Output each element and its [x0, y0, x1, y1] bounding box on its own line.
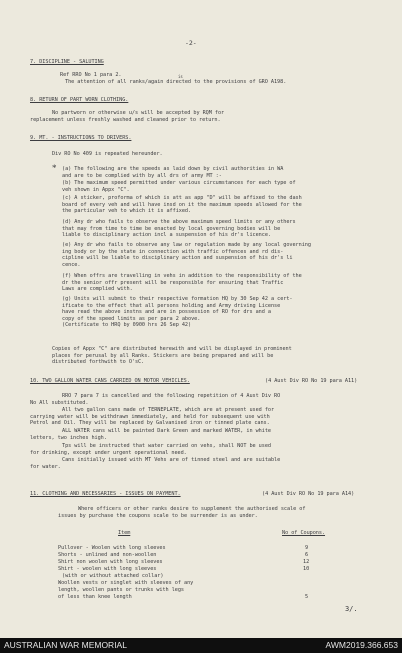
section-7-text: The attention of all ranks/again directed to the provisions of GRO A198.: [65, 79, 287, 85]
page-number: -2-: [185, 39, 197, 47]
list-item: ing body or by the state in connection with traffic offences and rd dis-: [62, 248, 284, 255]
table-row-coupons: 5: [305, 594, 309, 600]
section-10-line: letters, two inches high.: [30, 434, 107, 441]
section-8-line-2: replacement unless freshly washed and cleaned prior to return.: [30, 117, 221, 123]
list-item: dr the senior offr present will be responsible for ensuring that Traffic: [62, 279, 284, 286]
section-10-line: No All substituted.: [30, 399, 89, 406]
continued-marker: 3/.: [345, 605, 358, 613]
list-item: ificate to the effect that all persons holding and Army driving License: [62, 302, 281, 309]
footer-accession-number: AWM2019.366.653: [325, 640, 398, 650]
list-item: Laws are complied with.: [62, 286, 133, 292]
section-10-ref: (4 Aust Div RO No 19 para A11): [265, 378, 358, 384]
section-7-ref: Ref RRO No 1 para 2.: [60, 72, 122, 78]
section-11-line-2: issues by purchase the coupons scale to be surrender is as under.: [58, 512, 258, 519]
section-10-line: Petrol and Oil. They will be replaced by Galvanised iron or tinned plate cans.: [30, 420, 270, 426]
section-9-intro: Div RO No 409 is repeated hereunder.: [52, 151, 163, 157]
table-row-item: Shirt non woolen with long sleeves: [58, 559, 163, 565]
table-row-item: Pullover - Woolen with long sleeves: [58, 545, 166, 551]
section-7-heading: 7. DISCIPLINE - SALUTING: [30, 59, 104, 65]
section-10-line: Tps will be instructed that water carried on vehs, shall NOT be used: [62, 443, 271, 449]
list-item: (e) Any dr who fails to observe any law or regulation made by any local governing: [62, 242, 311, 248]
list-item: cence.: [62, 261, 81, 268]
archive-footer: [0, 638, 402, 653]
table-row-item: length, woollen pants or trunks with legs: [58, 587, 184, 593]
table-header-coupons: No of Coupons.: [282, 530, 326, 536]
list-item: (d) Any dr who fails to observe the above maximum speed limits or any others: [62, 219, 296, 225]
section-11-heading: 11. CLOTHING AND NECESSARIES - ISSUES ON PAYMENT.: [30, 491, 181, 497]
list-item: copy of the speed limits as per para 2 above.: [62, 315, 201, 322]
list-item: the particular veh to which it is affixed.: [62, 208, 192, 214]
list-item: cipline will be liable to disciplinary action and suspension of his dr's li: [62, 255, 293, 261]
list-item: have read the above instns and are in possession of RO for drs and a: [62, 309, 271, 315]
section-10-line: carrying water will be withdrawn immediately, and held for subsequent use with: [30, 413, 270, 420]
table-header-item: Item: [118, 530, 131, 536]
table-row-item: Woollen vests or singlet with sleeves of any: [58, 580, 194, 586]
table-row-item: (with or without attached collar): [62, 573, 164, 579]
section-9-after-1: Copies of Appx "C" are distributed herewith and will be displayed in prominent: [52, 346, 292, 352]
section-10-line: All two gallon cans made of TERNEPLATE, which are at present used for: [62, 407, 275, 413]
list-item: (b) The maximum speed permitted under various circumstances for each type of: [62, 180, 296, 186]
section-8-line-1: No partworn or otherwise u/s will be accepted by RQM for: [52, 110, 225, 116]
table-row-coupons: 12: [303, 559, 310, 565]
margin-asterisk: *: [52, 163, 57, 173]
table-row-coupons: 9: [305, 545, 309, 551]
list-item: liable to disciplinary action incl a suspension of his dr's licence.: [62, 232, 271, 238]
list-item: veh shown in Appx "C".: [62, 186, 130, 193]
section-11-ref: (4 Aust Div RO No 19 para A14): [262, 491, 355, 497]
section-7-insert: is: [178, 74, 183, 79]
table-row-item: of less than knee length: [58, 594, 132, 600]
footer-institution: AUSTRALIAN WAR MEMORIAL: [4, 640, 127, 650]
list-item: (c) A sticker, proforma of which is att as app "D" will be affixed to the dash: [62, 195, 302, 201]
list-item: (g) Units will submit to their respective formation HQ by 30 Sep 42 a cert-: [62, 296, 293, 302]
table-row-coupons: 6: [305, 552, 309, 558]
section-10-line: Cans initially issued with MT Vehs are of tinned steel and are suitable: [62, 457, 281, 463]
list-item: (Certificate to HRQ by 0900 hrs 26 Sep 42): [62, 322, 192, 328]
table-row-coupons: 10: [303, 566, 310, 572]
section-11-line-1: Where officers or other ranks desire to supplement the authorised scale of: [78, 506, 306, 512]
list-item: board of every veh and will have insd on it the maximum speeds allowed for the: [62, 201, 302, 208]
section-10-line: for drinking, except under urgent operational need.: [30, 449, 187, 456]
section-10-line: for water.: [30, 463, 61, 470]
list-item: (f) When offrs are travelling in vehs in addition to the responsibility of the: [62, 273, 302, 279]
list-item: and are to be complied with by all drs of army MT :-: [62, 172, 222, 179]
list-item: that may from time to time be enacted by local governing bodies will be: [62, 225, 281, 232]
table-row-item: Shorts - unlined and non-woollen: [58, 552, 157, 558]
section-9-after-2: places for perusal by all Ranks. Stickers are being prepared and will be: [52, 352, 274, 359]
section-8-heading: 8. RETURN OF PART WORN CLOTHING.: [30, 97, 129, 103]
table-row-item: Shirt - woolen with long sleeves: [58, 566, 157, 572]
section-10-line: ALL WATER cans will be painted Dark Green and marked WATER, in white: [62, 428, 271, 434]
section-10-line: RRO 7 para 7 is cancelled and the following repetition of 4 Aust Div RO: [62, 393, 281, 399]
section-10-heading: 10. TWO GALLON WATER CANS CARRIED ON MOTOR VEHICLES.: [30, 378, 190, 384]
section-9-after-3: distributed forthwith to O'sC.: [52, 359, 145, 365]
section-9-heading: 9. MT. - INSTRUCTIONS TO DRIVERS.: [30, 135, 132, 141]
list-item: (a) The following are the speeds as laid down by civil authorities in WA: [62, 166, 284, 172]
